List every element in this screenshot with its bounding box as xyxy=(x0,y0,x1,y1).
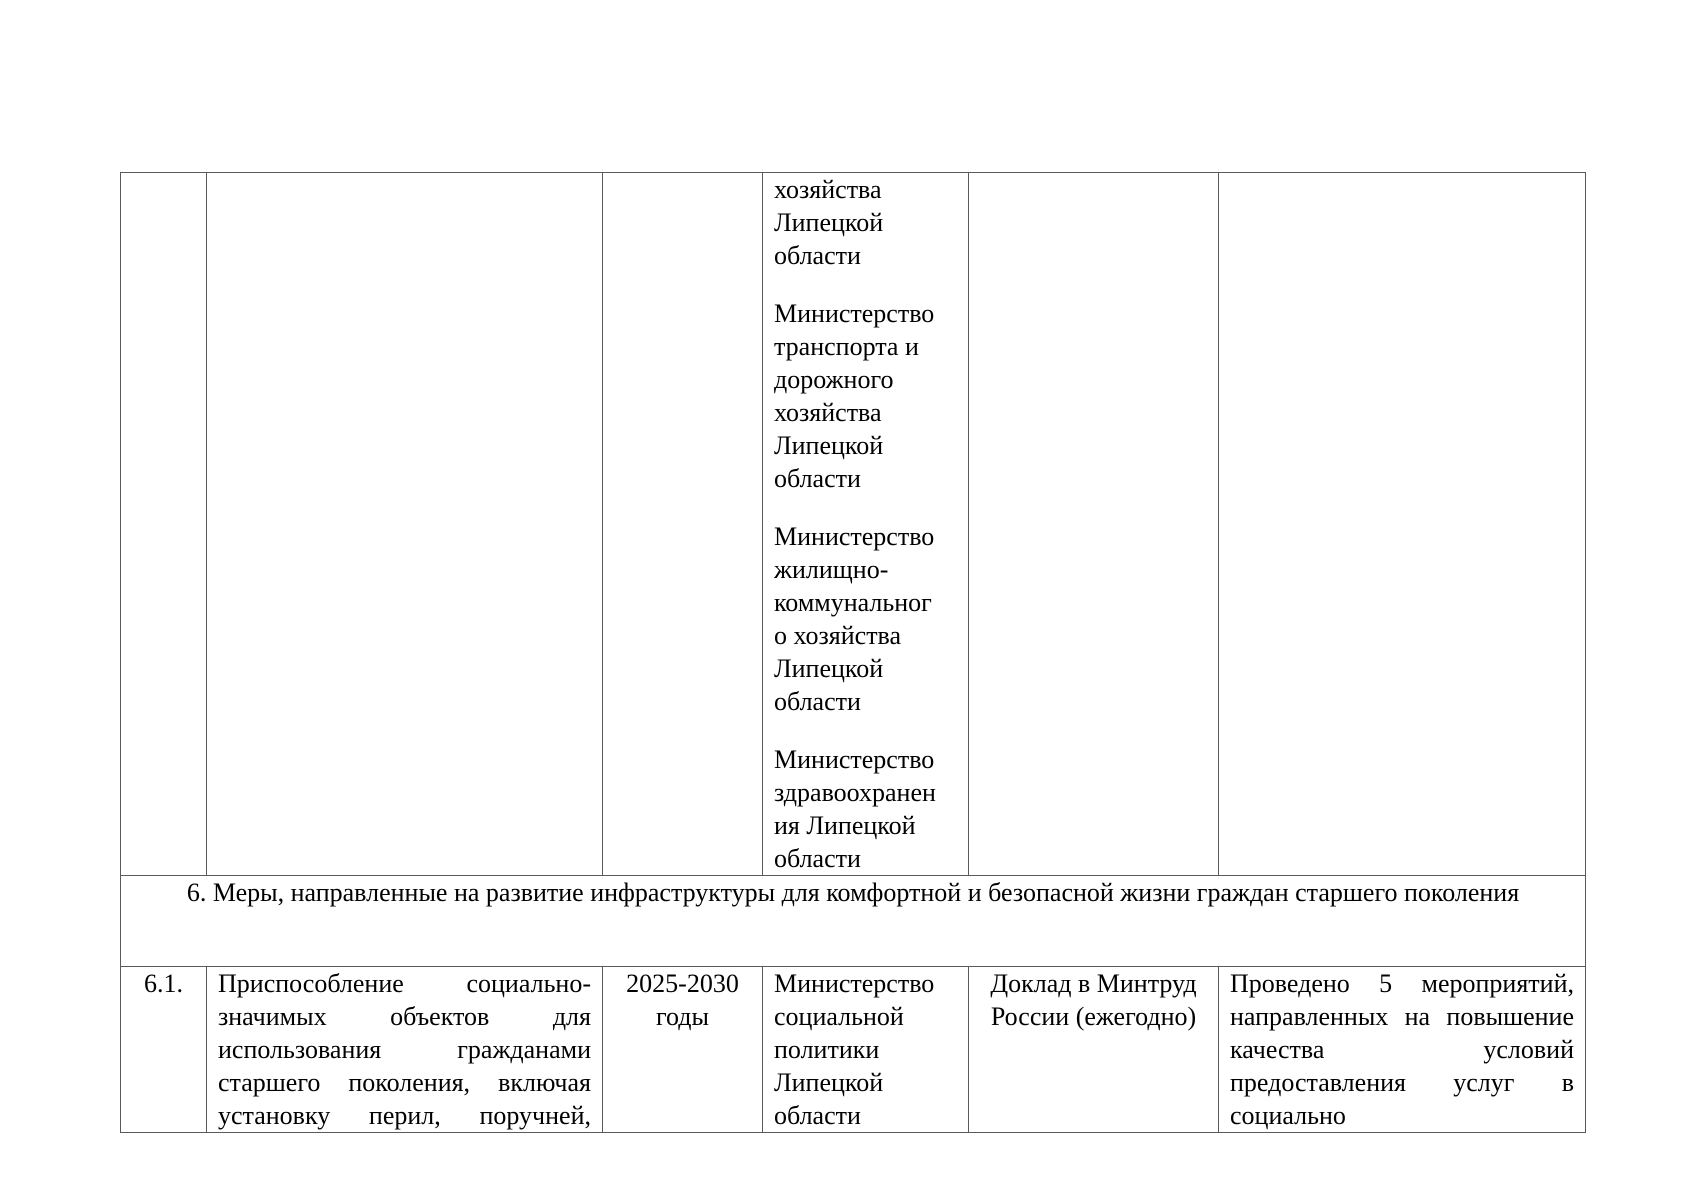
responsible-entry: Министерство социальной политики Липецкой области xyxy=(774,969,935,1130)
item-period: 2025-2030 годы xyxy=(603,967,763,1133)
cell-number-empty xyxy=(121,173,207,876)
table-row-continuation xyxy=(121,173,1586,876)
cell-responsible xyxy=(763,173,969,876)
cell-period-empty xyxy=(603,173,763,876)
section-title: 6. Меры, направленные на развитие инфраструктуры для комфортной и безопасной жизни граждан старшего поколения xyxy=(121,876,1586,967)
responsible-entry: Министерство здравоохранен ия Липецкой области xyxy=(774,745,936,873)
measures-table xyxy=(120,172,1586,1133)
responsible-entry: Министерство транспорта и дорожного хозяйства Липецкой области xyxy=(774,299,935,493)
table-row xyxy=(121,967,1586,1133)
item-report: Доклад в Минтруд России (ежегодно) xyxy=(969,967,1219,1133)
section-header-row xyxy=(121,876,1586,967)
cell-report-empty xyxy=(969,173,1219,876)
item-number: 6.1. xyxy=(121,967,207,1133)
cell-result-empty xyxy=(1219,173,1586,876)
item-responsible xyxy=(763,967,969,1133)
item-result: Проведено 5 мероприятий, направленных на повышение качества условий предоставления услуг в социально xyxy=(1219,967,1586,1133)
responsible-entry: хозяйства Липецкой области xyxy=(774,175,884,270)
responsible-entry: Министерство жилищно- коммунальног о хозяйства Липецкой области xyxy=(774,522,935,716)
cell-measure-empty xyxy=(207,173,603,876)
item-measure: Приспособление социально-значимых объектов для использования гражданами старшего поколения, включая установку перил, поручней, xyxy=(207,967,603,1133)
